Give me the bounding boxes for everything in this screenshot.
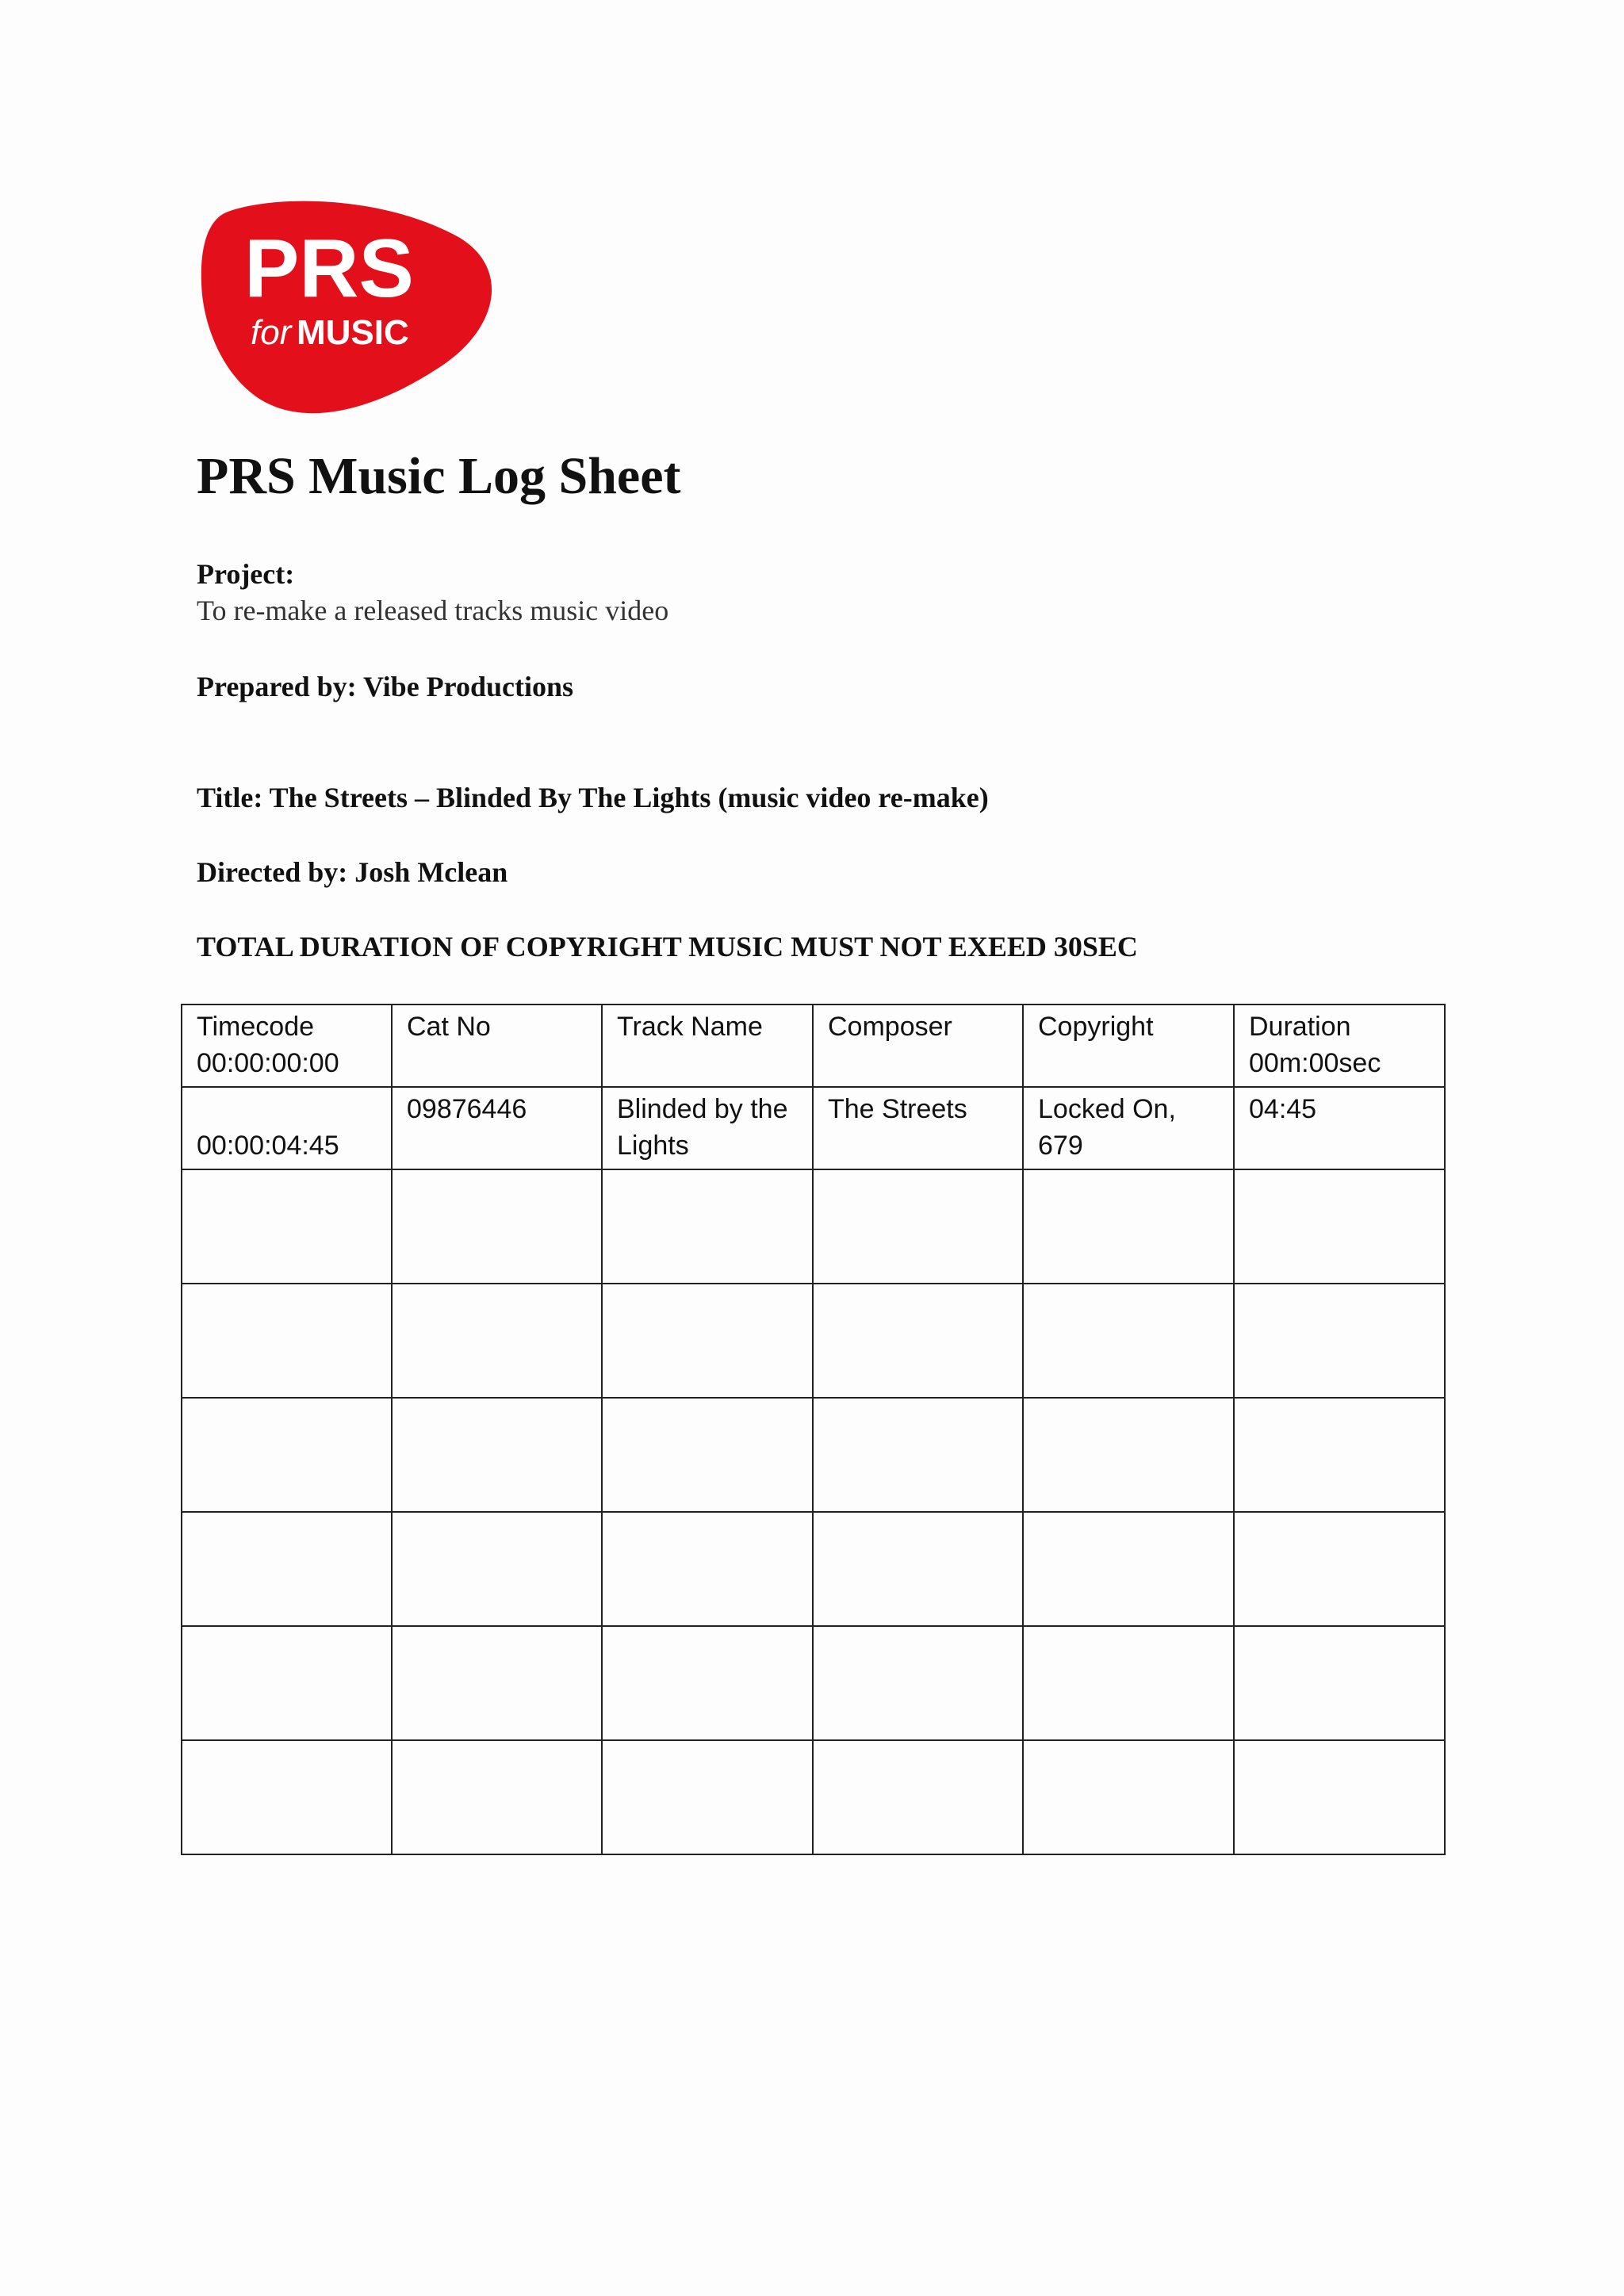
composer-value: The Streets: [828, 1094, 967, 1124]
logo-music-text: MUSIC: [297, 313, 409, 352]
header-composer: [813, 1004, 1023, 1087]
empty-cell: [1234, 1626, 1445, 1740]
empty-cell: [602, 1626, 813, 1740]
track-name-line-2: Lights: [617, 1131, 689, 1161]
empty-cell: [813, 1284, 1023, 1398]
cell-duration: [1234, 1087, 1445, 1169]
empty-cell: [1234, 1169, 1445, 1284]
empty-cell: [1023, 1284, 1234, 1398]
header-cat-no: [392, 1004, 602, 1087]
empty-cell: [602, 1740, 813, 1854]
empty-cell: [392, 1626, 602, 1740]
empty-cell: [182, 1398, 392, 1512]
header-composer-label: Composer: [828, 1012, 952, 1042]
table-header-row: [182, 1004, 1445, 1087]
header-copyright: [1023, 1004, 1234, 1087]
cat-no-value: 09876446: [407, 1094, 527, 1124]
table-row-empty: [182, 1398, 1445, 1512]
table-row-empty: [182, 1740, 1445, 1854]
empty-cell: [1023, 1626, 1234, 1740]
duration-warning: TOTAL DURATION OF COPYRIGHT MUSIC MUST NOT EXEED 30SEC: [197, 931, 1138, 962]
empty-cell: [1234, 1284, 1445, 1398]
logo-for-text: for: [251, 313, 292, 352]
empty-cell: [813, 1169, 1023, 1284]
empty-cell: [182, 1740, 392, 1854]
header-timecode-label: Timecode: [197, 1012, 315, 1042]
project-description: To re-make a released tracks music video: [197, 595, 669, 626]
duration-value: 04:45: [1249, 1094, 1317, 1124]
empty-cell: [182, 1626, 392, 1740]
empty-cell: [602, 1284, 813, 1398]
empty-cell: [392, 1284, 602, 1398]
page-title: PRS Music Log Sheet: [197, 447, 681, 505]
prepared-by: Prepared by: Vibe Productions: [197, 671, 574, 702]
empty-cell: [182, 1169, 392, 1284]
empty-cell: [1234, 1398, 1445, 1512]
empty-cell: [602, 1512, 813, 1626]
directed-by: Directed by: Josh Mclean: [197, 856, 508, 888]
copyright-line-1: Locked On,: [1038, 1094, 1176, 1124]
header-track-name-label: Track Name: [617, 1012, 763, 1042]
empty-cell: [813, 1626, 1023, 1740]
empty-cell: [1234, 1512, 1445, 1626]
empty-cell: [182, 1284, 392, 1398]
empty-cell: [1023, 1740, 1234, 1854]
music-log-table: [181, 1004, 1446, 1855]
header-timecode-format: 00:00:00:00: [197, 1048, 339, 1078]
header-timecode: [182, 1004, 392, 1087]
empty-cell: [1023, 1169, 1234, 1284]
header-duration-format: 00m:00sec: [1249, 1048, 1381, 1078]
track-name-line-1: Blinded by the: [617, 1094, 788, 1124]
empty-cell: [813, 1740, 1023, 1854]
empty-cell: [392, 1398, 602, 1512]
empty-cell: [813, 1512, 1023, 1626]
empty-cell: [813, 1398, 1023, 1512]
track-title-line: Title: The Streets – Blinded By The Lights (music video re-make): [197, 782, 989, 813]
cell-cat-no: [392, 1087, 602, 1169]
header-cat-no-label: Cat No: [407, 1012, 491, 1042]
table-row-empty: [182, 1284, 1445, 1398]
empty-cell: [602, 1398, 813, 1512]
empty-cell: [602, 1169, 813, 1284]
cell-composer: [813, 1087, 1023, 1169]
empty-cell: [1023, 1512, 1234, 1626]
header-duration: [1234, 1004, 1445, 1087]
empty-cell: [1234, 1740, 1445, 1854]
logo-prs-text: PRS: [244, 223, 414, 315]
table-row-empty: [182, 1626, 1445, 1740]
empty-cell: [182, 1512, 392, 1626]
table-row-empty: [182, 1512, 1445, 1626]
header-copyright-label: Copyright: [1038, 1012, 1154, 1042]
empty-cell: [392, 1169, 602, 1284]
header-duration-label: Duration: [1249, 1012, 1351, 1042]
cell-copyright: [1023, 1087, 1234, 1169]
empty-cell: [1023, 1398, 1234, 1512]
header-track-name: [602, 1004, 813, 1087]
copyright-line-2: 679: [1038, 1131, 1083, 1161]
prs-for-music-logo: [198, 197, 500, 419]
project-label: Project:: [197, 558, 295, 590]
empty-cell: [392, 1512, 602, 1626]
timecode-value: 00:00:04:45: [197, 1131, 339, 1161]
table-row: [182, 1087, 1445, 1169]
table-row-empty: [182, 1169, 1445, 1284]
empty-cell: [392, 1740, 602, 1854]
cell-track-name: [602, 1087, 813, 1169]
cell-timecode: [182, 1087, 392, 1169]
